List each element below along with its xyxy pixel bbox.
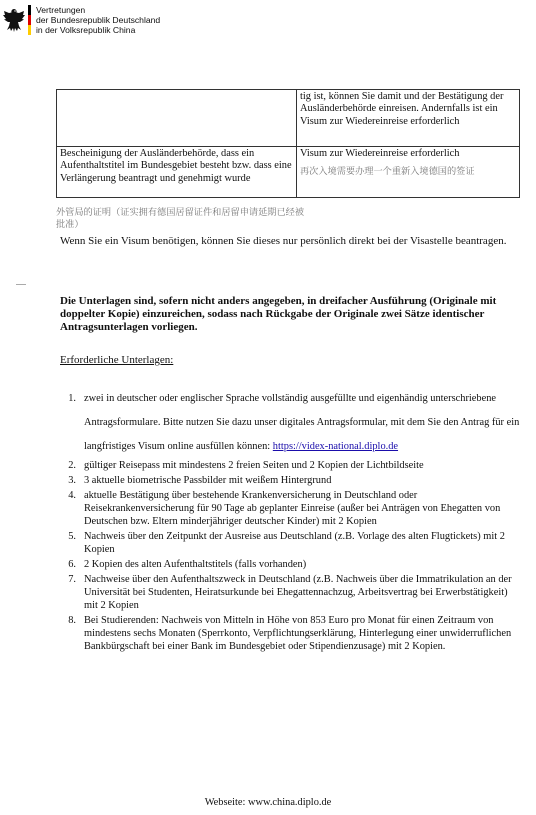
divider-dash <box>16 284 26 285</box>
document-copies-notice: Die Unterlagen sind, sofern nicht anders angegeben, in dreifacher Ausführung (Originale mit doppelter Kopie) einzureichen, sodass nach Rückgabe der Originale zwei Sätze identischer Antragsunterlagen vorliegen. <box>60 295 497 333</box>
list-item-number: 4. <box>68 490 76 501</box>
list-item <box>60 459 520 472</box>
list-item-text: Nachweise über den Aufenthaltszweck in Deutschland (z.B. Nachweis über die Immatrikulation an der Universität bei Studenten, Heiratsurkunde bei Ehegattennachzug, Arbeitsvertrag bei Erwerbstätigkeit) mit 2 Kopien <box>84 574 512 611</box>
required-documents-heading: Erforderliche Unterlagen: <box>60 354 174 366</box>
table-cell-visa-required <box>297 147 520 198</box>
list-item <box>60 387 520 459</box>
list-item-text: Bei Studierenden: Nachweis von Mitteln in Höhe von 853 Euro pro Monat für einen Zeitraum von mindestens sechs Monaten (Sperrkonto, Verpflichtungserklärung, Hinterlegung einer unwiderruflichen Bankbürgschaft bei einer Bank im Bundesgebiet oder Stipendienzusage) mit 2 Kopien. <box>84 615 512 652</box>
embassy-name-line3: in der Volksrepublik China <box>36 25 136 35</box>
chinese-note: 外管局的证明（证实拥有德国居留证件和居留申请延期已经被批准） <box>56 207 305 230</box>
embassy-name-line1: Vertretungen <box>36 5 86 15</box>
list-item-text: Nachweis über den Zeitpunkt der Ausreise aus Deutschland (z.B. Vorlage des alten Flugtickets) mit 2 Kopien <box>84 531 505 555</box>
table-cell-continued-text: tig ist, können Sie damit und der Bestätigung der Ausländerbehörde einreisen. Andernfalls ist ein Visum zur Wiedereinreise erforderlich <box>297 90 520 147</box>
list-item-text: 3 aktuelle biometrische Passbilder mit weißem Hintergrund <box>84 475 332 486</box>
list-item <box>60 573 520 612</box>
list-item-number: 1. <box>68 393 76 404</box>
list-item-text: aktuelle Bestätigung über bestehende Krankenversicherung in Deutschland oder Reisekrankenversicherung für 90 Tage ab geplanter Einreise (außer bei Anträgen von Ehegatten von Deutschen bzw. Eltern minderjähriger deutscher Kinder) mit 2 Kopien <box>84 490 501 527</box>
table-row <box>57 90 520 147</box>
embassy-name-line2: der Bundesrepublik Deutschland <box>36 15 161 25</box>
table-cell-certificate: Bescheinigung der Ausländerbehörde, dass ein Aufenthaltstitel im Bundesgebiet besteht bzw. dass eine Verlängerung beantragt und genehmigt wurde <box>57 147 297 198</box>
list-item <box>60 530 520 556</box>
list-item-text: zwei in deutscher oder englischer Sprache vollständig ausgefüllte und eigenhändig unterschriebene Antragsformulare. Bitte nutzen Sie dazu unser digitales Antragsformular, mit dem Sie den Antrag für ein langfristiges Visum online ausfüllen können: <box>84 393 520 452</box>
list-item <box>60 614 520 653</box>
list-item-number: 2. <box>68 460 76 471</box>
flag-stripe-black <box>28 5 31 15</box>
list-item <box>60 558 520 571</box>
visa-application-note: Wenn Sie ein Visum benötigen, können Sie dieses nur persönlich direkt bei der Visastelle beantragen. <box>60 235 507 247</box>
list-item <box>60 474 520 487</box>
flag-stripe-gold <box>28 25 31 35</box>
visa-required-text: Visum zur Wiedereinreise erforderlich <box>300 148 460 159</box>
videx-link[interactable]: https://videx-national.diplo.de <box>272 441 399 452</box>
list-item-text: gültiger Reisepass mit mindestens 2 freien Seiten und 2 Kopien der Lichtbildseite <box>84 460 424 471</box>
flag-bar <box>28 5 31 35</box>
reentry-table <box>56 89 520 198</box>
embassy-name <box>36 5 160 35</box>
required-documents-list <box>60 387 520 655</box>
embassy-header <box>0 0 200 50</box>
visa-required-chinese: 再次入境需要办理一个重新入境德国的签证 <box>300 166 475 178</box>
list-item-number: 6. <box>68 559 76 570</box>
flag-stripe-red <box>28 15 31 25</box>
list-item-number: 3. <box>68 475 76 486</box>
federal-eagle-icon <box>1 6 27 36</box>
footer-website: Webseite: www.china.diplo.de <box>204 797 332 808</box>
list-item-number: 8. <box>68 615 76 626</box>
list-item-number: 7. <box>68 574 76 585</box>
table-row <box>57 147 520 198</box>
list-item <box>60 489 520 528</box>
table-cell-empty <box>57 90 297 147</box>
list-item-text: 2 Kopien des alten Aufenthaltstitels (falls vorhanden) <box>84 559 307 570</box>
list-item-number: 5. <box>68 531 76 542</box>
